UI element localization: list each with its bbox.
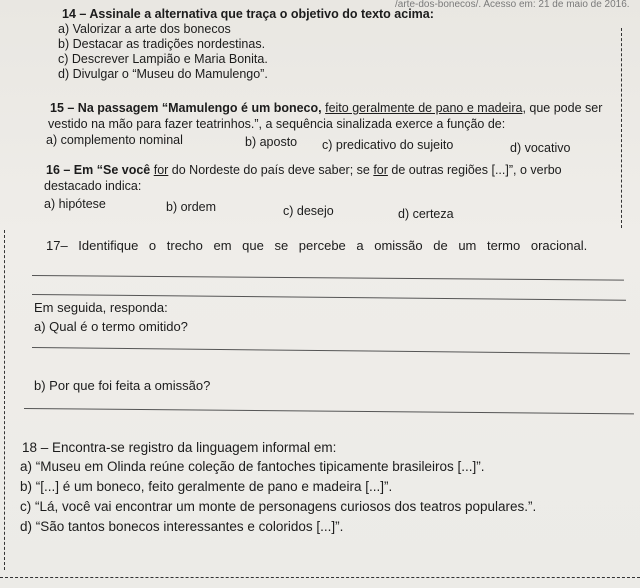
q16-option-a: a) hipótese — [44, 197, 106, 211]
q16-verb-1: for — [153, 163, 169, 177]
q15-stem-line1 — [50, 101, 602, 115]
q17-part-b: b) Por que foi feita a omissão? — [34, 378, 211, 393]
q16-option-c: c) desejo — [283, 204, 334, 218]
right-dashed-border — [621, 28, 622, 228]
q15-option-a: a) complemento nominal — [46, 133, 183, 147]
answer-line-3 — [32, 347, 630, 354]
q18-option-b: b) “[...] é um boneco, feito geralmente de pano e madeira [...]”. — [20, 479, 393, 494]
q16-text-a: 16 – Em “Se você — [46, 163, 151, 177]
q17-part-a: a) Qual é o termo omitido? — [34, 319, 188, 334]
q16-option-d: d) certeza — [398, 207, 454, 221]
q15-text-b: , que pode ser — [522, 101, 603, 115]
q18-option-d: d) “São tantos bonecos interessantes e coloridos [...]”. — [20, 519, 344, 534]
q14-option-a: a) Valorizar a arte dos bonecos — [58, 22, 231, 36]
q17-stem: 17– Identifique o trecho em que se percebe a omissão de um termo oracional. — [46, 238, 588, 253]
q16-text-c: de outras regiões [...]”, o verbo — [391, 163, 562, 177]
left-dashed-border — [4, 230, 5, 570]
q15-stem-line2: vestido na mão para fazer teatrinhos.”, a sequência sinalizada exerce a função de: — [48, 117, 506, 131]
q16-text-b: do Nordeste do país deve saber; se — [171, 163, 370, 177]
q14-option-c: c) Descrever Lampião e Maria Bonita. — [58, 52, 268, 66]
q16-verb-2: for — [373, 163, 388, 177]
q18-stem: 18 – Encontra-se registro da linguagem informal em: — [22, 440, 337, 455]
q18-option-a: a) “Museu em Olinda reúne coleção de fantoches tipicamente brasileiros [...]”. — [20, 459, 485, 474]
q14-option-b: b) Destacar as tradições nordestinas. — [58, 37, 266, 51]
q15-underlined-sequence: feito geralmente de pano e madeira — [325, 101, 523, 115]
q17-followup: Em seguida, responda: — [34, 300, 168, 315]
q16-stem-line1 — [46, 163, 562, 177]
bottom-dashed-border — [0, 577, 640, 578]
q15-option-c: c) predicativo do sujeito — [322, 138, 454, 152]
answer-line-1 — [32, 275, 624, 281]
source-citation: /arte-dos-bonecos/. Acesso em: 21 de maio de 2016. — [395, 0, 630, 10]
q16-stem-line2: destacado indica: — [44, 179, 142, 193]
q14-option-d: d) Divulgar o “Museu do Mamulengo”. — [58, 67, 268, 81]
q14-stem: 14 – Assinale a alternativa que traça o objetivo do texto acima: — [62, 7, 434, 21]
q15-option-d: d) vocativo — [510, 141, 571, 155]
q18-option-c: c) “Lá, você vai encontrar um monte de personagens curiosos dos teatros populares.”. — [20, 499, 537, 514]
answer-line-4 — [24, 408, 634, 414]
q16-option-b: b) ordem — [166, 200, 217, 214]
q15-option-b: b) aposto — [245, 135, 298, 149]
q15-text-a: 15 – Na passagem “Mamulengo é um boneco, — [50, 101, 322, 115]
